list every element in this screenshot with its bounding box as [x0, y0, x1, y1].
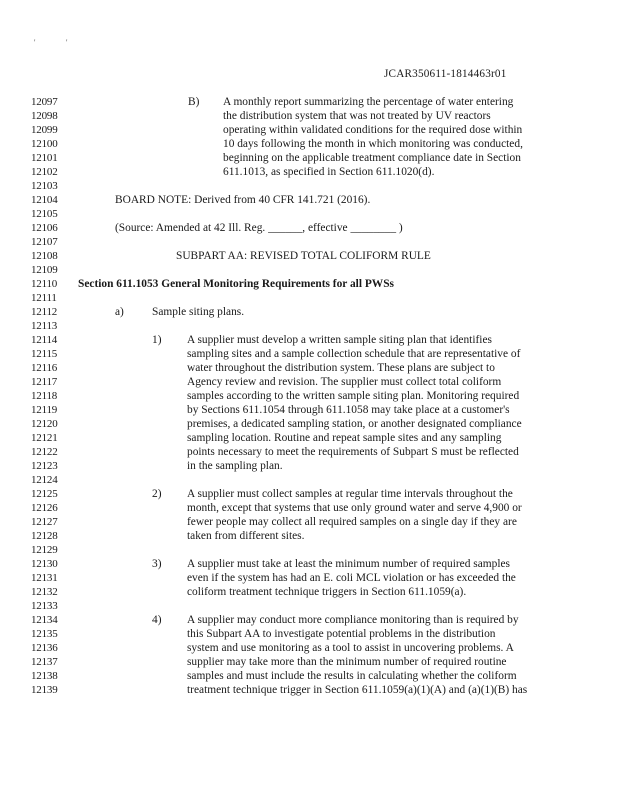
item-4-line: treatment technique trigger in Section 611.1059(a)(1)(A) and (a)(1)(B) has: [187, 684, 528, 696]
item-2-marker: 2): [152, 488, 162, 500]
item-3-marker: 3): [152, 558, 162, 570]
line-number: 12111: [31, 292, 57, 304]
item-4-line: samples and must include the results in calculating whether the coliform: [187, 670, 517, 682]
line-number: 12114: [31, 334, 58, 346]
line-number: 12136: [31, 642, 58, 654]
line-number: 12126: [31, 502, 58, 514]
item-b-line: beginning on the applicable treatment compliance date in Section: [223, 152, 521, 164]
line-number: 12123: [31, 460, 58, 472]
line-number: 12110: [31, 278, 58, 290]
item-4-line: A supplier may conduct more compliance monitoring than is required by: [187, 614, 519, 626]
item-b-line: A monthly report summarizing the percentage of water entering: [223, 96, 514, 108]
item-b-text: [223, 95, 523, 179]
item-1-line: points necessary to meet the requirements of Subpart S must be reflected: [187, 446, 519, 458]
line-number: 12106: [31, 222, 58, 234]
item-4-line: supplier may take more than the minimum number of required routine: [187, 656, 507, 668]
item-3-line: even if the system has had an E. coli MCL violation or has exceeded the: [187, 572, 516, 584]
item-2-line: A supplier must collect samples at regular time intervals throughout the: [187, 488, 513, 500]
line-number: 12107: [31, 236, 58, 248]
subsection-a-text: Sample siting plans.: [152, 306, 245, 318]
item-b-line: the distribution system that was not treated by UV reactors: [223, 110, 491, 122]
line-number: 12118: [31, 390, 58, 402]
scan-speck: ': [66, 38, 68, 47]
item-1-line: sampling location. Routine and repeat sample sites and any sampling: [187, 432, 502, 444]
line-number: 12130: [31, 558, 58, 570]
item-1-line: in the sampling plan.: [187, 460, 283, 472]
line-number: 12116: [31, 362, 58, 374]
line-number: 12105: [31, 208, 58, 220]
item-3-text: [187, 557, 516, 599]
line-number: 12121: [31, 432, 58, 444]
line-number: 12099: [31, 124, 58, 136]
board-note: BOARD NOTE: Derived from 40 CFR 141.721 (2016).: [115, 194, 371, 206]
line-number: 12103: [31, 180, 58, 192]
line-number: 12108: [31, 250, 58, 262]
line-number: 12137: [31, 656, 58, 668]
line-number: 12133: [31, 600, 58, 612]
item-1-text: [187, 333, 522, 473]
item-4-line: this Subpart AA to investigate potential problems in the distribution: [187, 628, 496, 640]
line-number: 12117: [31, 376, 58, 388]
item-2-line: month, except that systems that use only ground water and serve 4,900 or: [187, 502, 522, 514]
subsection-a-marker: a): [115, 306, 124, 318]
item-1-line: water throughout the distribution system. These plans are subject to: [187, 362, 495, 374]
section-heading: Section 611.1053 General Monitoring Requirements for all PWSs: [78, 278, 394, 290]
line-number: 12100: [31, 138, 58, 150]
line-number: 12102: [31, 166, 58, 178]
item-1-line: Agency review and revision. The supplier must collect total coliform: [187, 376, 502, 388]
item-1-line: sampling sites and a sample collection schedule that are representative of: [187, 348, 521, 360]
item-2-text: [187, 487, 522, 543]
item-2-line: taken from different sites.: [187, 530, 305, 542]
line-number: 12132: [31, 586, 58, 598]
line-number: 12101: [31, 152, 58, 164]
subpart-heading: SUBPART AA: REVISED TOTAL COLIFORM RULE: [176, 250, 431, 262]
item-1-line: by Sections 611.1054 through 611.1058 may take place at a customer's: [187, 404, 510, 416]
item-3-line: A supplier must take at least the minimum number of required samples: [187, 558, 510, 570]
line-number: 12135: [31, 628, 58, 640]
scan-speck: ': [34, 38, 36, 47]
line-number: 12097: [31, 96, 58, 108]
line-number: 12122: [31, 446, 58, 458]
item-b-line: 10 days following the month in which monitoring was conducted,: [223, 138, 523, 150]
item-1-marker: 1): [152, 334, 162, 346]
item-1-line: A supplier must develop a written sample siting plan that identifies: [187, 334, 492, 346]
item-1-line: samples according to the written sample siting plan. Monitoring required: [187, 390, 520, 402]
line-number: 12128: [31, 530, 58, 542]
item-1-line: premises, a dedicated sampling station, or another designated compliance: [187, 418, 522, 430]
line-number: 12104: [31, 194, 58, 206]
item-b-line: 611.1013, as specified in Section 611.1020(d).: [223, 166, 435, 178]
line-number: 12131: [31, 572, 58, 584]
line-number: 12124: [31, 474, 58, 486]
line-number: 12138: [31, 670, 58, 682]
line-number: 12119: [31, 404, 58, 416]
line-number: 12125: [31, 488, 58, 500]
source-note: (Source: Amended at 42 Ill. Reg. ______, effective ________ ): [115, 222, 403, 234]
item-4-line: system and use monitoring as a tool to assist in uncovering problems. A: [187, 642, 514, 654]
line-number: 12120: [31, 418, 58, 430]
line-number: 12109: [31, 264, 58, 276]
line-number: 12115: [31, 348, 58, 360]
line-number-column: [31, 95, 67, 697]
line-number: 12127: [31, 516, 58, 528]
line-number: 12139: [31, 684, 58, 696]
item-4-text: [187, 613, 527, 697]
item-b-line: operating within validated conditions for the required dose within: [223, 124, 523, 136]
line-number: 12129: [31, 544, 58, 556]
document-code: JCAR350611-1814463r01: [384, 68, 507, 80]
line-number: 12134: [31, 614, 58, 626]
item-3-line: coliform treatment technique triggers in Section 611.1059(a).: [187, 586, 467, 598]
item-b-marker: B): [188, 96, 200, 108]
line-number: 12113: [31, 320, 58, 332]
line-number: 12098: [31, 110, 58, 122]
item-4-marker: 4): [152, 614, 162, 626]
item-2-line: fewer people may collect all required samples on a single day if they are: [187, 516, 517, 528]
line-number: 12112: [31, 306, 58, 318]
